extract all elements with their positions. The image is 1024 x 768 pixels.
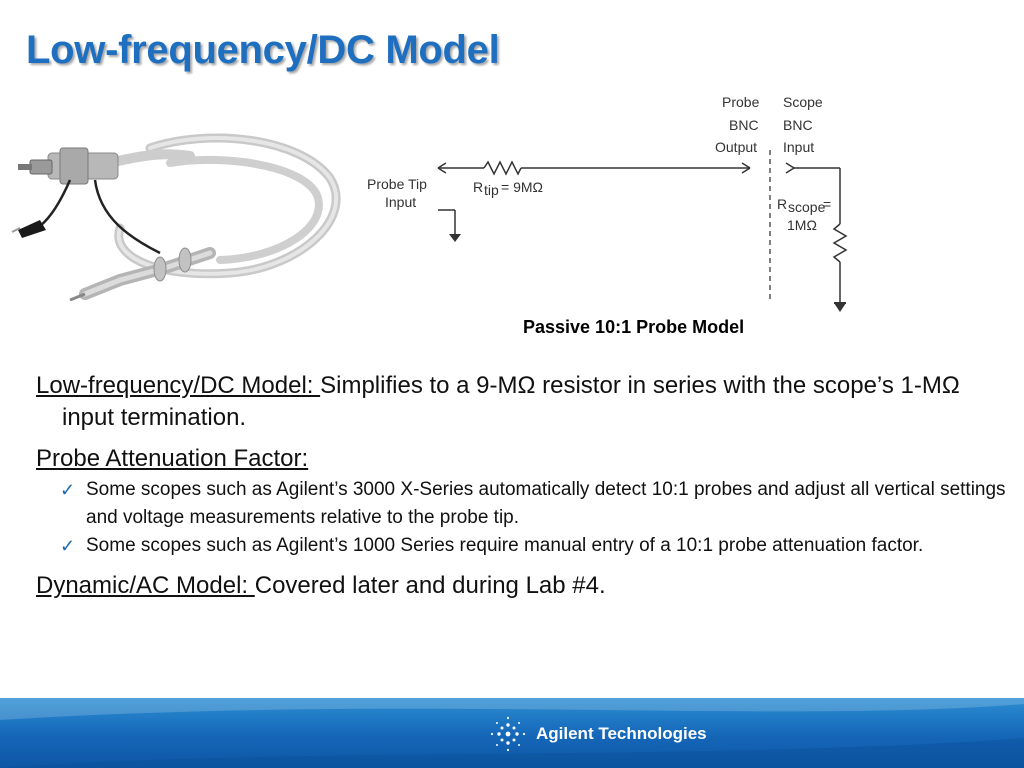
probe-bnc-1: Probe (722, 94, 760, 110)
rtip-sub: tip (484, 182, 499, 198)
checkmark-icon: ✓ (60, 480, 76, 500)
slide-body (36, 370, 1011, 612)
probe-bnc-2: BNC (729, 117, 759, 133)
probe-attenuation-heading: Probe Attenuation Factor: (36, 445, 309, 472)
agilent-spark-logo-icon (488, 714, 528, 754)
lf-dc-model-text: Simplifies to a 9-MΩ resistor in series with the scope’s 1-MΩ input termination. (62, 372, 960, 431)
list-item (60, 532, 1011, 560)
scope-bnc-3: Input (783, 139, 815, 155)
slide-title: Low-frequency/DC Model (26, 28, 500, 72)
rscope-value: 1MΩ (787, 217, 817, 233)
probe-tip-label: Probe Tip (367, 176, 427, 192)
footer-bar (0, 698, 1024, 768)
bullet-text: Some scopes such as Agilent’s 3000 X-Series automatically detect 10:1 probes and adjust all vertical settings and voltage measurements relative to the probe tip. (86, 479, 1006, 528)
agilent-brand (488, 712, 707, 756)
dynamic-ac-model-text: Covered later and during Lab #4. (254, 572, 606, 599)
probe-photo (0, 108, 356, 313)
paragraph-lf-dc-model (36, 370, 1011, 434)
rscope-r: R (777, 196, 788, 212)
probe-tip-input-label: Input (385, 194, 417, 210)
figure-caption: Passive 10:1 Probe Model (523, 317, 745, 337)
attenuation-bullet-list (36, 476, 1011, 560)
bullet-text: Some scopes such as Agilent’s 1000 Series require manual entry of a 10:1 probe attenuation factor. (86, 535, 924, 556)
probe-bnc-3: Output (715, 139, 758, 155)
rtip-r: R (473, 179, 484, 195)
dynamic-ac-model-lead: Dynamic/AC Model: (36, 572, 255, 599)
rscope-sub: scope (788, 199, 826, 215)
lf-dc-model-lead: Low-frequency/DC Model: (36, 372, 321, 399)
rscope-eq: = (823, 196, 832, 212)
scope-bnc-2: BNC (783, 117, 813, 133)
brand-name: Agilent Technologies (536, 724, 707, 743)
list-item (60, 476, 1011, 532)
probe-schematic (356, 88, 856, 323)
rtip-value: = 9MΩ (501, 179, 543, 195)
checkmark-icon: ✓ (60, 536, 76, 556)
scope-bnc-1: Scope (783, 94, 823, 110)
paragraph-dynamic-ac-model (36, 570, 1011, 602)
